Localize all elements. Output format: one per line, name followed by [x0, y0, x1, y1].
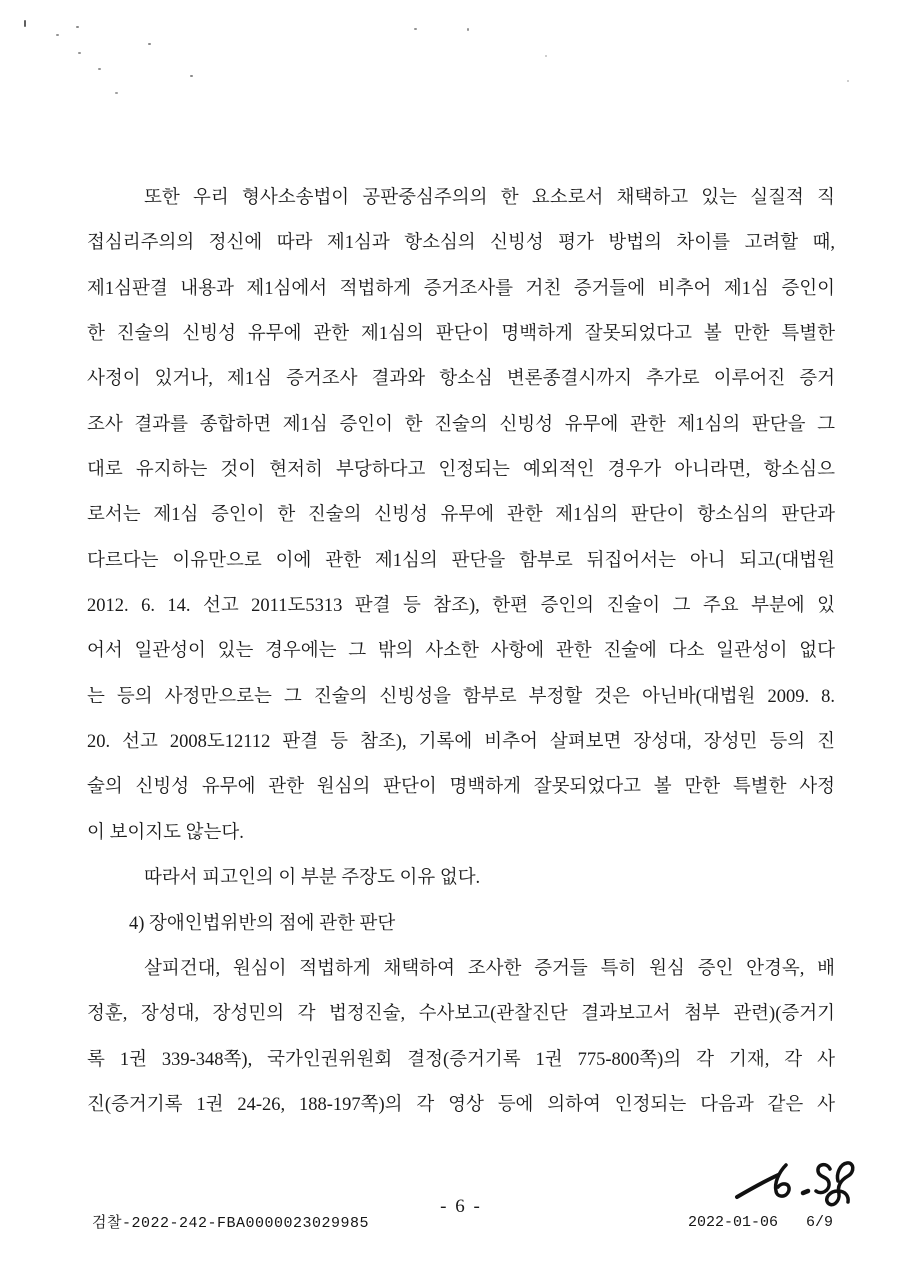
body-line: 이 보이지도 않는다.	[87, 822, 244, 843]
footer-page-number: - 6 -	[440, 1196, 482, 1217]
handwritten-mark	[733, 1150, 863, 1220]
body-line: 또한 우리 형사소송법이 공판중심주의의 한 요소로서 채택하고 있는 실질적 직	[144, 188, 835, 208]
body-line: 사정이 있거나, 제1심 증거조사 결과와 항소심 변론종결시까지 추가로 이루어진 증거	[87, 369, 835, 390]
body-line: 다르다는 이유만으로 이에 관한 제1심의 판단을 함부로 뒤집어서는 아니 되고(대법원	[87, 550, 835, 571]
footer-sheet-count: 6/9	[806, 1214, 834, 1231]
body-line: 살피건대, 원심이 적법하게 채택하여 조사한 증거들 특히 원심 증인 안경옥, 배	[144, 958, 835, 979]
footer-document-id: 검찰-2022-242-FBA0000023029985	[92, 1215, 370, 1232]
scan-speck	[56, 34, 59, 36]
scan-speck	[545, 55, 547, 57]
scan-speck	[190, 75, 193, 77]
body-line: 록 1권 339-348쪽), 국가인권위원회 결정(증거기록 1권 775-800쪽)의 각 기재, 각 사	[87, 1049, 835, 1070]
scan-speck	[467, 28, 469, 31]
scan-speck	[24, 20, 26, 27]
body-line: 20. 선고 2008도12112 판결 등 참조), 기록에 비추어 살펴보면 장성대, 장성민 등의 진	[87, 732, 835, 753]
body-line: 조사 결과를 종합하면 제1심 증인이 한 진술의 신빙성 유무에 관한 제1심의 판단을 그	[87, 414, 835, 435]
body-line: 는 등의 사정만으로는 그 진술의 신빙성을 함부로 부정할 것은 아닌바(대법원 2009. 8.	[87, 686, 835, 707]
body-line: 접심리주의의 정신에 따라 제1심과 항소심의 신빙성 평가 방법의 차이를 고려할 때,	[87, 233, 835, 254]
scan-speck	[847, 80, 849, 82]
body-line: 정훈, 장성대, 장성민의 각 법정진술, 수사보고(관찰진단 결과보고서 첨부 관련)(증거기	[87, 1004, 835, 1025]
body-line: 제1심판결 내용과 제1심에서 적법하게 증거조사를 거친 증거들에 비추어 제1심 증인이	[87, 278, 835, 299]
body-line: 대로 유지하는 것이 현저히 부당하다고 인정되는 예외적인 경우가 아니라면, 항소심으	[87, 460, 835, 481]
section-heading: 4) 장애인법위반의 점에 관한 판단	[129, 913, 396, 934]
footer-date: 2022-01-06	[688, 1214, 779, 1231]
scan-speck	[76, 26, 79, 28]
body-line: 2012. 6. 14. 선고 2011도5313 판결 등 참조), 한편 증인의 진술이 그 주요 부분에 있	[87, 596, 835, 617]
judgment-body-text	[87, 176, 835, 1128]
scan-speck	[78, 52, 81, 54]
scan-speck	[414, 28, 417, 30]
body-line: 진(증거기록 1권 24-26, 188-197쪽)의 각 영상 등에 의하여 인정되는 다음과 같은 사	[87, 1094, 835, 1115]
body-line: 어서 일관성이 있는 경우에는 그 밖의 사소한 사항에 관한 진술에 다소 일관성이 없다	[87, 641, 835, 662]
scan-speck	[98, 68, 101, 70]
body-line: 술의 신빙성 유무에 관한 원심의 판단이 명백하게 잘못되었다고 볼 만한 특별한 사정	[87, 777, 835, 798]
body-line: 로서는 제1심 증인이 한 진술의 신빙성 유무에 관한 제1심의 판단이 항소심의 판단과	[87, 505, 835, 526]
scan-speck	[148, 43, 151, 45]
scan-speck	[115, 92, 118, 94]
body-line: 한 진술의 신빙성 유무에 관한 제1심의 판단이 명백하게 잘못되었다고 볼 만한 특별한	[87, 324, 835, 345]
conclusion-line: 따라서 피고인의 이 부분 주장도 이유 없다.	[144, 868, 481, 889]
